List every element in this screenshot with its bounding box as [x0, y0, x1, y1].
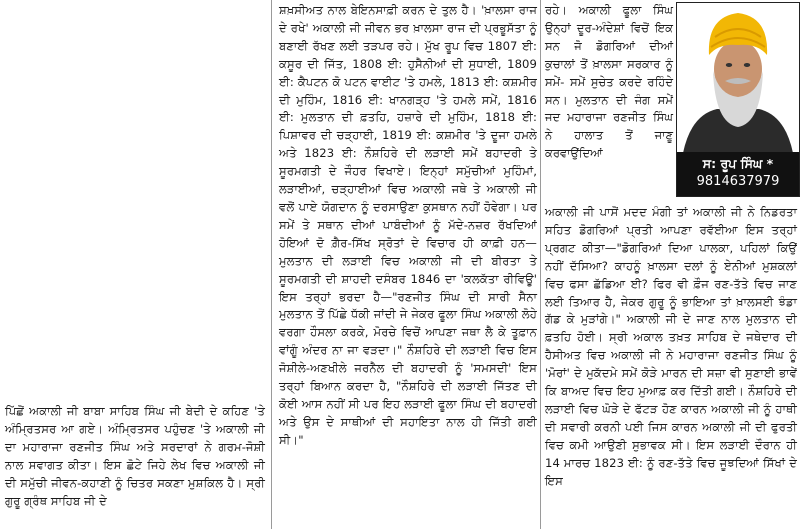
author-caption [677, 152, 799, 196]
article-column-left [5, 403, 265, 510]
author-phone: 9814637979 [696, 174, 780, 189]
author-name: ਸ: ਰੂਪ ਸਿੰਘ * [702, 156, 774, 171]
article-paragraph: ਸ਼ਖ਼ਸੀਅਤ ਨਾਲ ਬੇਇਨਸਾਫ਼ੀ ਕਰਨ ਦੇ ਤੁਲ ਹੈ। 'ਖ਼ਾਲਸਾ ਰਾਜ ਦੇ ਰਖੇ' ਅਕਾਲੀ ਜੀ ਜੀਵਨ ਭਰ ਖ਼ਾਲਸਾ ਰਾਜ ਦੀ ਪ੍ਰਭੂਸੱਤਾ ਨੂੰ ਬਣਾਈ ਰੱਖਣ ਲਈ ਤੜਪਰ ਰਹੇ। ਮੁੱਖ ਰੂਪ ਵਿਚ 1807 ਈ: ਕਸੂਰ ਦੀ ਜਿੱਤ, 1808 ਈ: ਹੁਸੈਨੀਆਂ ਦੀ ਸੁਧਾਈ, 1809 ਈ: ਕੈਪਟਨ ਕੋ ਪਟਨ ਵਾਈਟ 'ਤੇ ਹਮਲੇ, 1813 ਈ: ਕਸ਼ਮੀਰ ਦੀ ਮੁਹਿੰਮ, 1816 ਈ: ਖਾਨਗੜ੍ਹ 'ਤੇ ਹਮਲੇ ਸਮੇਂ, 1816 ਈ: ਮੁਲਤਾਨ ਦੀ ਫ਼ਤਹਿ, ਹਜ਼ਾਰੇ ਦੀ ਮੁਹਿੰਮ, 1818 ਈ: ਪਿਸ਼ਾਵਰ ਦੀ ਚੜ੍ਹਾਈ, 1819 ਈ: ਕਸ਼ਮੀਰ 'ਤੇ ਦੂਜਾ ਹਮਲੇ ਅਤੇ 1823 ਈ: ਨੌਸ਼ਹਿਰੇ ਦੀ ਲੜਾਈ ਸਮੇਂ ਬਹਾਦਰੀ ਤੇ ਸੂਰਮਗਤੀ ਦੇ ਜੌਹਰ ਵਿਖਾਏ। ਇਨ੍ਹਾਂ ਸਮੁੱਚੀਆਂ ਮੁਹਿੰਮਾਂ, ਲੜਾਈਆਂ, ਚੜ੍ਹਾਈਆਂ ਵਿਚ ਅਕਾਲੀ ਜਥੇ ਤੇ ਅਕਾਲੀ ਜੀ ਵਲੋਂ ਪਾਏ ਯੋਗਦਾਨ ਨੂੰ ਦਰਸਾਉਣਾ ਕੁਸਥਾਨ ਨਹੀਂ ਹੋਵੇਗਾ। ਪਰ ਸਮੇਂ ਤੇ ਸਥਾਨ ਦੀਆਂ ਪਾਬੰਦੀਆਂ ਨੂੰ ਮੱਦੇ-ਨਜ਼ਰ ਰੱਖਦਿਆਂ ਹੋਇਆਂ ਦੋ ਗ਼ੈਰ-ਸਿੱਖ ਸ੍ਰੋਤਾਂ ਦੇ ਵਿਚਾਰ ਹੀ ਕਾਫ਼ੀ ਹਨ— ਮੁਲਤਾਨ ਦੀ ਲੜਾਈ ਵਿਚ ਅਕਾਲੀ ਜੀ ਦੀ ਬੀਰਤਾ ਤੇ ਸੂਰਮਗਤੀ ਦੀ ਸ਼ਾਹਦੀ ਦਸੰਬਰ 1846 ਦਾ 'ਕਲਕੱਤਾ ਰੀਵਿਊ' ਇਸ ਤਰ੍ਹਾਂ ਭਰਦਾ ਹੈ—"ਰਣਜੀਤ ਸਿੰਘ ਦੀ ਸਾਰੀ ਸੈਨਾ ਮੁਲਤਾਨ ਤੋਂ ਪਿੱਛੇ ਧੱਕੀ ਜਾਂਦੀ ਜੇ ਜੇਕਰ ਫੂਲਾ ਸਿੰਘ ਅਕਾਲੀ ਲੋਹੇ ਵਰਗਾ ਹੌਸਲਾ ਕਰਕੇ, ਮੋਰਚੇ ਵਿਚੋਂ ਆਪਣਾ ਜਥਾ ਲੈ ਕੇ ਤੂਫ਼ਾਨ ਵਾਂਗੂੰ ਅੰਦਰ ਨਾ ਜਾ ਵੜਦਾ।" ਨੌਸ਼ਹਿਰੇ ਦੀ ਲੜਾਈ ਵਿਚ ਇਸ ਜੋਸ਼ੀਲੇ-ਅਣਖੀਲੇ ਜਰਨੈਲ ਦੀ ਬਹਾਦਰੀ ਨੂੰ 'ਸਮਸਦੀ' ਇਸ ਤਰ੍ਹਾਂ ਬਿਆਨ ਕਰਦਾ ਹੈ, "ਨੌਸ਼ਹਿਰੇ ਦੀ ਲੜਾਈ ਜਿੱਤਣ ਦੀ ਕੋਈ ਆਸ ਨਹੀਂ ਸੀ ਪਰ ਇਹ ਲੜਾਈ ਫੂਲਾ ਸਿੰਘ ਦੀ ਬਹਾਦਰੀ ਅਤੇ ਉਸ ਦੇ ਸਾਥੀਆਂ ਦੀ ਸਹਾਇਤਾ ਨਾਲ ਹੀ ਜਿੱਤੀ ਗਈ ਸੀ।" [279, 3, 537, 447]
author-portrait [676, 2, 800, 197]
article-column-right-bottom [545, 204, 797, 491]
author-photo [677, 3, 799, 153]
column-divider-right [540, 0, 541, 529]
column-divider-left [271, 0, 272, 529]
article-paragraph: ਪਿੱਛੋਂ ਅਕਾਲੀ ਜੀ ਬਾਬਾ ਸਾਹਿਬ ਸਿੰਘ ਜੀ ਬੇਦੀ ਦੇ ਕਹਿਣ 'ਤੇ ਅੰਮ੍ਰਿਤਸਰ ਆ ਗਏ। ਅੰਮ੍ਰਿਤਸਰ ਪਹੁੰਚਣ 'ਤੇ ਅਕਾਲੀ ਜੀ ਦਾ ਮਹਾਰਾਜਾ ਰਣਜੀਤ ਸਿੰਘ ਅਤੇ ਸਰਦਾਰਾਂ ਨੇ ਗਰਮ-ਜੋਸ਼ੀ ਨਾਲ ਸਵਾਗਤ ਕੀਤਾ। ਇਸ ਛੋਟੇ ਜਿਹੇ ਲੇਖ ਵਿਚ ਅਕਾਲੀ ਜੀ ਦੀ ਸਮੁੱਚੀ ਜੀਵਨ-ਕਹਾਣੀ ਨੂੰ ਚਿਤਰ ਸਕਣਾ ਮੁਸ਼ਕਿਲ ਹੈ। ਸ੍ਰੀ ਗੁਰੂ ਗ੍ਰੰਥ ਸਾਹਿਬ ਜੀ ਦੇ [5, 404, 265, 508]
article-column-right-top [545, 2, 673, 163]
article-paragraph: ਰਹੇ। ਅਕਾਲੀ ਫੂਲਾ ਸਿੰਘ ਉਨ੍ਹਾਂ ਦੂਰ-ਅੰਦੇਸ਼ਾਂ ਵਿਚੋਂ ਇਕ ਸਨ ਜੋ ਡੋਗਰਿਆਂ ਦੀਆਂ ਕੁਚਾਲਾਂ ਤੋਂ ਖ਼ਾਲਸਾ ਸਰਕਾਰ ਨੂੰ ਸਮੇਂ- ਸਮੇਂ ਸੁਚੇਤ ਕਰਦੇ ਰਹਿੰਦੇ ਸਨ। ਮੁਲਤਾਨ ਦੀ ਜੰਗ ਸਮੇਂ ਜਦ ਮਹਾਰਾਜਾ ਰਣਜੀਤ ਸਿੰਘ ਨੇ ਹਾਲਾਤ ਤੋਂ ਜਾਣੂ ਕਰਵਾਉਂਦਿਆਂ [545, 3, 673, 161]
article-column-middle [279, 2, 537, 450]
article-paragraph: ਅਕਾਲੀ ਜੀ ਪਾਸੋਂ ਮਦਦ ਮੰਗੀ ਤਾਂ ਅਕਾਲੀ ਜੀ ਨੇ ਨਿਡਰਤਾ ਸਹਿਤ ਡੋਗਰਿਆਂ ਪ੍ਰਤੀ ਆਪਣਾ ਰਵੱਈਆ ਇਸ ਤਰ੍ਹਾਂ ਪ੍ਰਗਟ ਕੀਤਾ—"ਡੋਗਰਿਆਂ ਦਿਆ ਪਾਲਕਾ, ਪਹਿਲਾਂ ਕਿਉਂ ਨਹੀਂ ਦੱਸਿਆ? ਕਾਹਨੂੰ ਖ਼ਾਲਸਾ ਦਲਾਂ ਨੂੰ ਏਨੀਆਂ ਮੁਸ਼ਕਲਾਂ ਵਿਚ ਫਸਾ ਛੱਡਿਆ ਈ? ਫਿਰ ਵੀ ਫ਼ੌਜ ਰਣ-ਤੱਤੇ ਵਿਚ ਜਾਣ ਲਈ ਤਿਆਰ ਹੈ, ਜੇਕਰ ਗੁਰੂ ਨੂੰ ਭਾਇਆ ਤਾਂ ਖ਼ਾਲਸਈ ਝੰਡਾ ਗੱਡ ਕੇ ਮੁੜਾਂਗੇ।" ਅਕਾਲੀ ਜੀ ਦੇ ਜਾਣ ਨਾਲ ਮੁਲਤਾਨ ਦੀ ਫ਼ਤਹਿ ਹੋਈ। ਸ੍ਰੀ ਅਕਾਲ ਤਖ਼ਤ ਸਾਹਿਬ ਦੇ ਜਥੇਦਾਰ ਦੀ ਹੈਸੀਅਤ ਵਿਚ ਅਕਾਲੀ ਜੀ ਨੇ ਮਹਾਰਾਜਾ ਰਣਜੀਤ ਸਿੰਘ ਨੂੰ 'ਮੋਰਾਂ' ਦੇ ਮੁਕੱਦਮੇ ਸਮੇਂ ਕੋੜੇ ਮਾਰਨ ਦੀ ਸਜ਼ਾ ਵੀ ਸੁਣਾਈ ਭਾਵੇਂ ਕਿ ਬਾਅਦ ਵਿਚ ਇਹ ਮੁਆਫ਼ ਕਰ ਦਿੱਤੀ ਗਈ। ਨੌਸ਼ਹਿਰੇ ਦੀ ਲੜਾਈ ਵਿਚ ਘੋੜੇ ਦੇ ਫੱਟੜ ਹੋਣ ਕਾਰਨ ਅਕਾਲੀ ਜੀ ਨੂੰ ਹਾਥੀ ਦੀ ਸਵਾਰੀ ਕਰਨੀ ਪਈ ਜਿਸ ਕਾਰਨ ਅਕਾਲੀ ਜੀ ਦੀ ਫੁਰਤੀ ਵਿਚ ਕਮੀ ਆਉਣੀ ਸੁਭਾਵਕ ਸੀ। ਇਸ ਲੜਾਈ ਦੌਰਾਨ ਹੀ 14 ਮਾਰਚ 1823 ਈ: ਨੂੰ ਰਣ-ਤੱਤੇ ਵਿਚ ਜੂਝਦਿਆਂ ਸਿੱਖਾਂ ਦੇ ਇਸ [545, 205, 797, 488]
